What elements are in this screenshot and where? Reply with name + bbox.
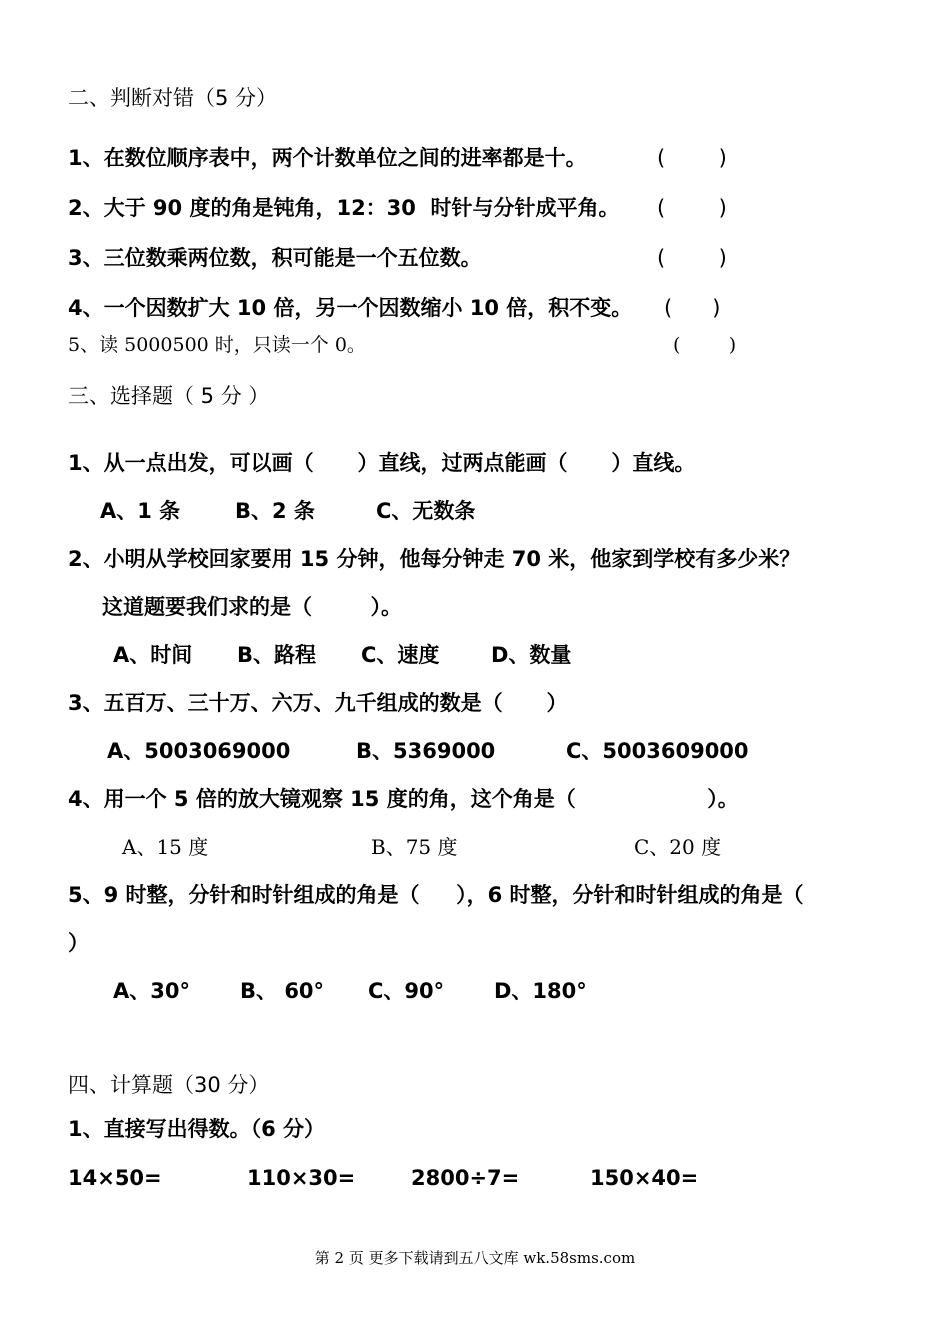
choice-q4-option-c: C、20 度 [634,835,722,859]
choice-q1-option-b: B、2 条 [235,499,315,523]
choice-q5-option-b: B、 60° [240,979,325,1003]
choice-q5-option-c: C、90° [368,979,445,1003]
choice-q2-option-d: D、数量 [491,643,572,667]
judge-blank-2: ( ) [657,196,727,220]
choice-q3-option-a: A、5003069000 [107,739,291,763]
choice-q5: 5、9 时整，分针和时针组成的角是（ ），6 时整，分针和时针组成的角是（ [68,883,804,907]
section-3-title: 三、选择题（ 5 分 ） [68,384,270,408]
choice-q2-option-c: C、速度 [361,643,440,667]
judge-item-5: 5、读 5000500 时，只读一个 0。 [68,334,366,356]
choice-q2-option-a: A、时间 [113,643,193,667]
calc-expression-2: 110×30= [247,1166,356,1190]
choice-q4-option-b: B、75 度 [371,835,458,859]
choice-q2-option-b: B、路程 [237,643,317,667]
choice-q2: 2、小明从学校回家要用 15 分钟，他每分钟走 70 米，他家到学校有多少米？ [68,547,801,571]
choice-q5-option-d: D、180° [494,979,587,1003]
choice-q5-option-a: A、30° [113,979,190,1003]
section-2-title: 二、判断对错（5 分） [68,86,278,110]
choice-q3-option-c: C、5003609000 [566,739,749,763]
choice-q3-option-b: B、5369000 [356,739,496,763]
choice-q3: 3、五百万、三十万、六万、九千组成的数是（ ） [68,691,568,715]
judge-item-1: 1、在数位顺序表中，两个计数单位之间的进率都是十。 [68,146,587,170]
section-4-title: 四、计算题（30 分） [68,1073,270,1097]
calc-expression-4: 150×40= [590,1166,699,1190]
page-footer: 第 2 页 更多下载请到五八文库 wk.58sms.com [314,1249,636,1267]
choice-q1-option-c: C、无数条 [376,499,476,523]
choice-q1-option-a: A、1 条 [100,499,181,523]
choice-q4-option-a: A、15 度 [122,835,209,859]
calc-q1: 1、直接写出得数。（6 分） [68,1117,326,1141]
judge-item-3: 3、三位数乘两位数，积可能是一个五位数。 [68,246,482,270]
judge-blank-1: ( ) [657,146,727,170]
calc-expression-1: 14×50= [68,1166,162,1190]
choice-q4: 4、用一个 5 倍的放大镜观察 15 度的角，这个角是（ ）。 [68,787,739,811]
choice-q1: 1、从一点出发，可以画（ ）直线，过两点能画（ ）直线。 [68,451,696,475]
judge-item-2: 2、大于 90 度的角是钝角，12：30 时针与分针成平角。 [68,196,620,220]
calc-expression-3: 2800÷7= [411,1166,520,1190]
judge-item-4: 4、一个因数扩大 10 倍，另一个因数缩小 10 倍，积不变。 [68,296,633,320]
choice-q5-cont: ） [68,931,89,955]
judge-blank-4: ( ) [664,296,721,320]
judge-blank-3: ( ) [657,246,727,270]
choice-q2-sub: 这道题要我们求的是（ ）。 [102,595,402,619]
judge-blank-5: ( ) [673,334,737,356]
